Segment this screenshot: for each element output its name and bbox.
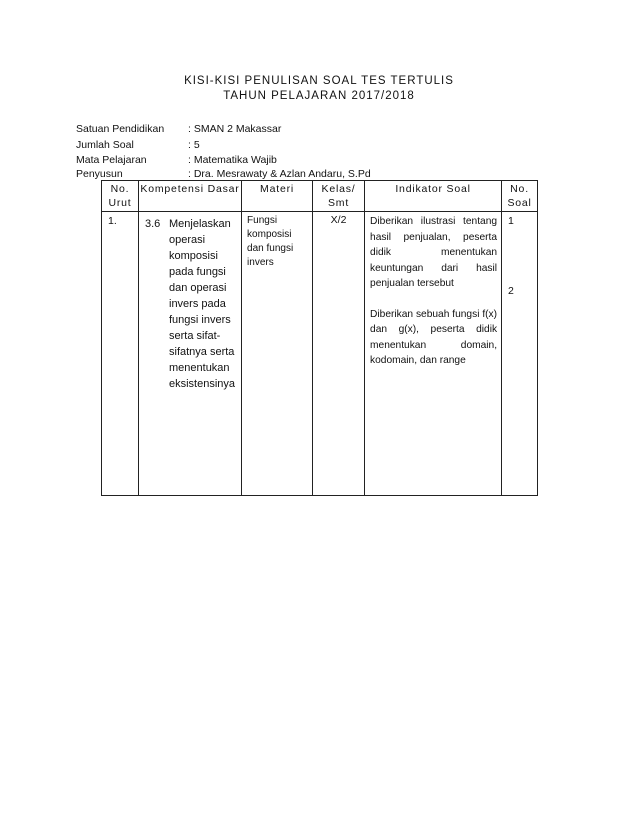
meta-label: Mata Pelajaran [76,154,147,166]
meta-row-satuan [76,122,476,137]
meta-label: Satuan Pendidikan [76,123,165,135]
meta-label: Penyusun [76,168,123,180]
meta-value: : 5 [188,139,200,151]
kd-line: komposisi [169,250,218,262]
kd-number: 3.6 [145,218,161,230]
cell-indikator-soal [365,212,502,496]
meta-label: Jumlah Soal [76,139,134,151]
kd-line: eksistensinya [169,378,236,390]
table-row [102,212,538,496]
meta-value: : Matematika Wajib [188,154,277,166]
cell-materi [242,212,313,496]
kd-line: invers pada [169,298,226,310]
header-text: Kelas/ [321,183,356,195]
materi-line: komposisi [247,229,292,240]
kd-line: sifatnya serta [169,346,235,358]
cell-kelas-smt: X/2 [313,212,365,496]
header-no-soal [502,181,538,212]
meta-row-mapel [76,153,476,168]
header-text: No. [110,183,130,195]
document-title: KISI-KISI PENULISAN SOAL TES TERTULIS [184,75,454,87]
materi-line: invers [247,257,274,268]
table-header-row [102,181,538,212]
kd-line: operasi [169,234,206,246]
header-text: Urut [108,197,132,209]
kd-line: menentukan [169,362,230,374]
document-subtitle: TAHUN PELAJARAN 2017/2018 [223,90,415,102]
materi-line: Fungsi [247,215,278,226]
kd-line: dan operasi [169,282,227,294]
header-text: Smt [328,197,350,209]
meta-value: : SMAN 2 Makassar [188,123,282,135]
meta-value: : Dra. Mesrawaty & Azlan Andaru, S.Pd [188,168,371,180]
kd-text [166,216,235,392]
header-kompetensi-dasar: Kompetensi Dasar [139,181,242,212]
kd-line: serta sifat- [169,330,221,342]
header-materi: Materi [242,181,313,212]
indikator-item: Diberikan sebuah fungsi f(x) dan g(x), peserta didik menentukan domain, kodomain, dan range [370,308,498,366]
header-kelas-smt [313,181,365,212]
kisi-kisi-table [101,180,538,496]
header-indikator-soal: Indikator Soal [365,181,502,212]
header-no-urut [102,181,139,212]
kd-line: pada fungsi [169,266,226,278]
header-text: Soal [507,197,532,209]
kd-line: fungsi invers [169,314,231,326]
materi-line: dan fungsi [247,243,294,254]
indikator-item: Diberikan ilustrasi tentang hasil penjualan, peserta didik menentukan keuntungan dari hasil penjualan tersebut [370,216,498,289]
cell-no-urut: 1. [102,212,139,496]
no-soal-item: 1 [508,215,514,227]
cell-kompetensi-dasar [139,212,242,496]
meta-row-jumlah [76,138,476,153]
no-soal-item: 2 [508,284,514,297]
header-text: No. [510,183,529,195]
cell-no-soal [502,212,538,496]
kd-line: Menjelaskan [169,218,231,230]
